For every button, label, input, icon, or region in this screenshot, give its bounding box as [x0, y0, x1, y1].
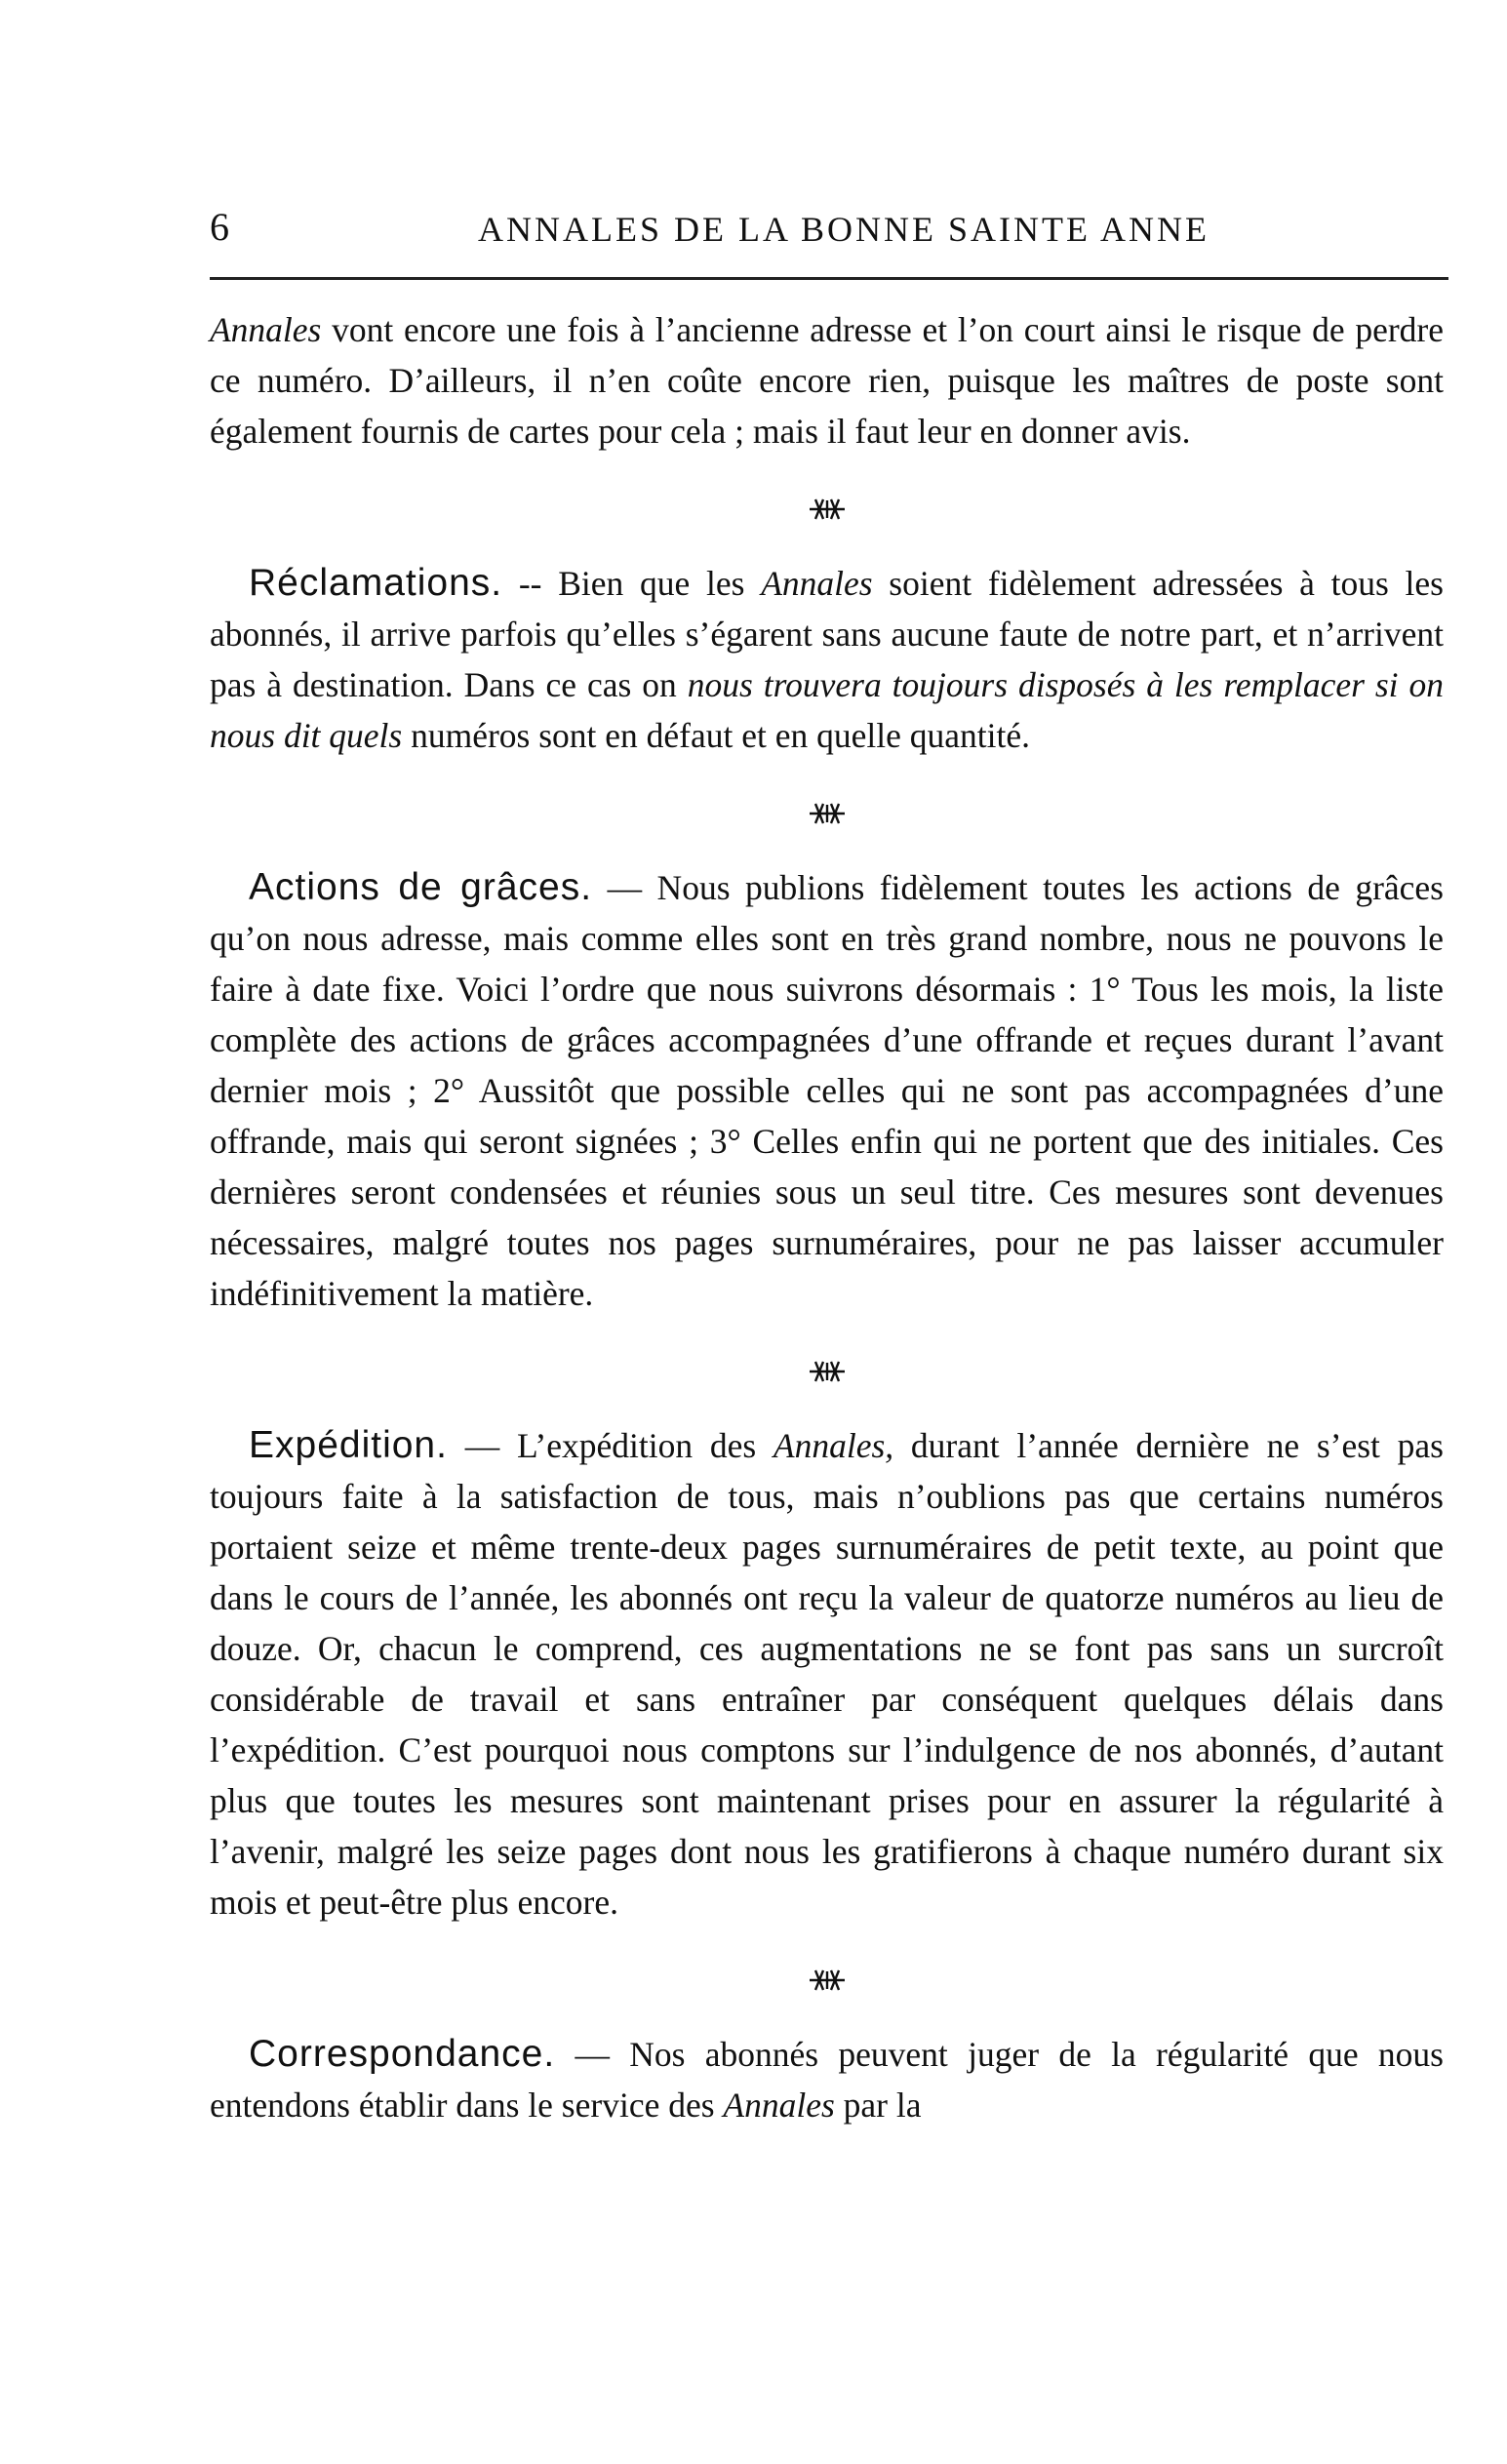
page-number: 6 [210, 205, 229, 249]
section-paragraph [210, 2029, 1444, 2130]
fleuron-icon [210, 457, 1444, 558]
italic-annales: Annales [210, 310, 322, 349]
fleuron-icon [210, 1319, 1444, 1420]
running-title: ANNALES DE LA BONNE SAINTE ANNE [478, 210, 1210, 249]
fleuron-icon [210, 1927, 1444, 2029]
italic-annales: Annales [761, 564, 873, 603]
page-body [210, 304, 1444, 2130]
section-heading: Expédition. [249, 1424, 448, 1466]
section-text: — Nous publions fidèlement toutes les actions de grâces qu’on nous adresse, mais comme elles sont en très grand nombre, nous ne pouvons le faire à date fixe. Voici l’ordre que nous suivrons désormais : 1° Tous les mois, la liste complète des actions de grâces accompagnées d’une offrande et reçues durant l’avant dernier mois ; 2° Aussitôt que possible celles qui ne sont pas accompagnées d’une offrande, mais qui seront signées ; 3° Celles enfin qui ne portent que des initiales. Ces dernières seront condensées et réunies sous un seul titre. Ces mesures sont devenues nécessaires, malgré toutes nos pages surnuméraires, pour ne pas laisser accumuler indéfinitivement la matière. [210, 868, 1444, 1313]
section-italic-text: nous trouvera toujours disposés à les remplacer si on nous dit quels [210, 665, 1444, 755]
section-heading: Correspondance. [249, 2033, 556, 2075]
fleuron-icon [210, 761, 1444, 862]
section-heading: Actions de grâces. [249, 866, 593, 908]
section-reclamations [210, 558, 1444, 761]
italic-annales: Annales, [773, 1426, 894, 1465]
section-actions-de-graces [210, 862, 1444, 1319]
section-text: numéros sont en défaut et en quelle quantité. [402, 716, 1030, 755]
continuation-text: vont encore une fois à l’ancienne adresse et l’on court ainsi le risque de perdre ce numéro. D’ailleurs, il n’en coûte encore rien, puisque les maîtres de poste sont également fournis de cartes pour cela ; mais il faut leur en donner avis. [210, 310, 1444, 451]
section-text: soient fidèlement adressées à tous les abonnés, il arrive parfois qu’elles s’égarent sans aucune faute de notre part, et n’arrivent pas à destination. Dans ce cas on [210, 564, 1444, 704]
section-text: -- Bien que les [502, 564, 762, 603]
section-text: — Nos abonnés peuvent juger de la régularité que nous entendons établir dans le service des [210, 2035, 1444, 2125]
header-rule [210, 277, 1448, 280]
section-text: durant l’année dernière ne s’est pas toujours faite à la satisfaction de tous, mais n’oublions pas que certains numéros portaient seize et même trente-deux pages surnuméraires de petit texte, au point que dans le cours de l’année, les abonnés ont reçu la valeur de quatorze numéros au lieu de douze. Or, chacun le comprend, ces augmentations ne se font pas sans un surcroît considérable de travail et sans entraîner par conséquent quelques délais dans l’expédition. C’est pourquoi nous comptons sur l’indulgence de nos abonnés, d’autant plus que toutes les mesures sont maintenant prises pour en assurer la régularité à l’avenir, malgré les seize pages dont nous les gratifierons à chaque numéro durant six mois et peut-être plus encore. [210, 1426, 1444, 1922]
section-paragraph [210, 558, 1444, 761]
section-paragraph [210, 1420, 1444, 1927]
continuation-paragraph [210, 304, 1444, 457]
page-header [210, 191, 1448, 250]
section-text: par la [834, 2086, 922, 2125]
italic-annales: Annales [723, 2086, 835, 2125]
section-heading: Réclamations. [249, 562, 503, 604]
section-text: — L’expédition des [447, 1426, 773, 1465]
section-correspondance [210, 2029, 1444, 2130]
section-paragraph [210, 862, 1444, 1319]
section-expedition [210, 1420, 1444, 1927]
